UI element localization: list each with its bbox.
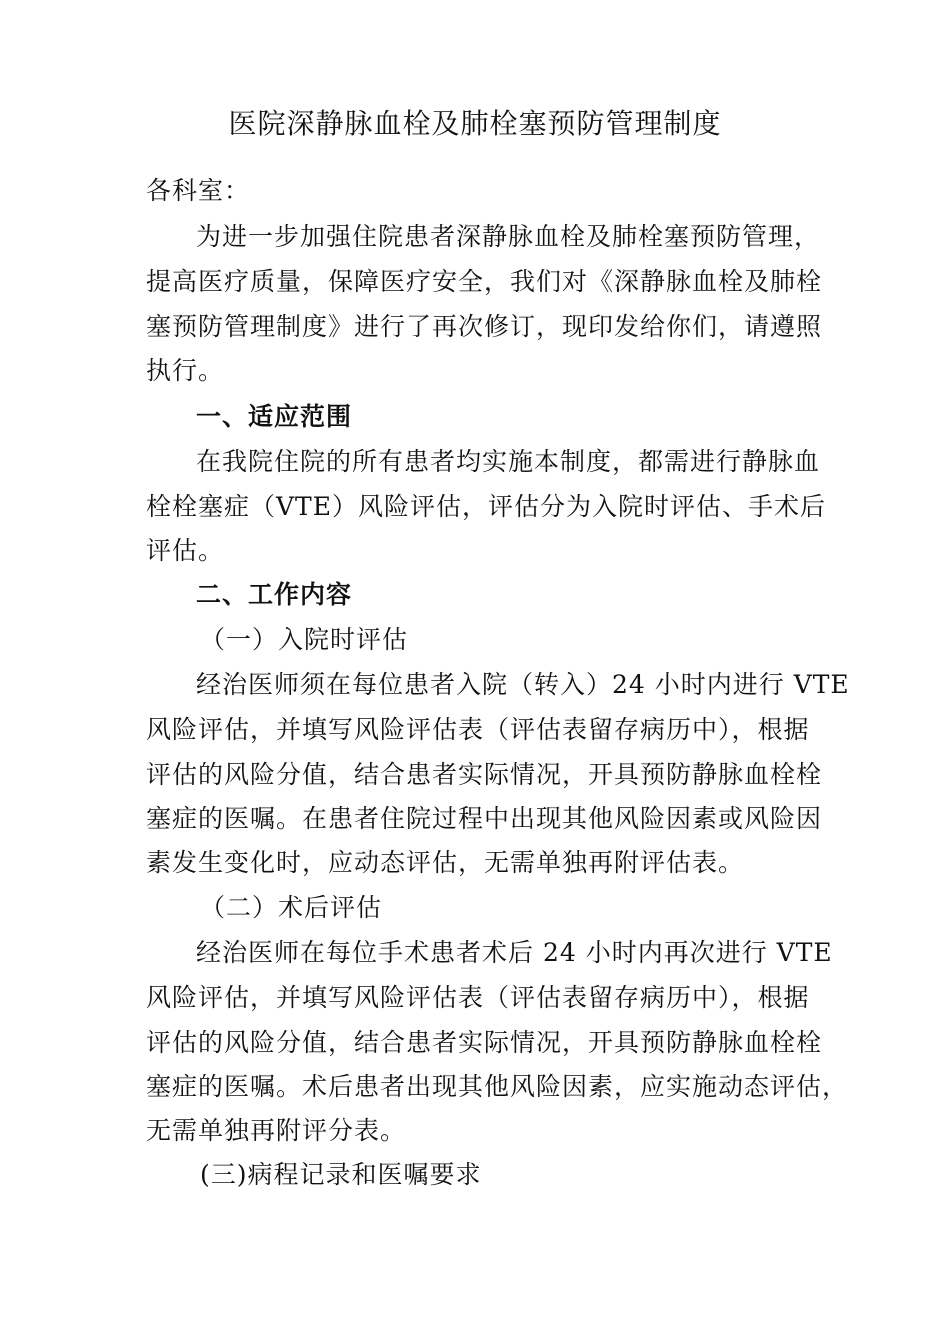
subsection-2-line-3: 评估的风险分值，结合患者实际情况，开具预防静脉血栓栓 (146, 1028, 823, 1057)
subsection-1-line-2: 风险评估，并填写风险评估表（评估表留存病历中），根据 (146, 715, 810, 744)
intro-line-2: 提高医疗质量，保障医疗安全，我们对《深静脉血栓及肺栓 (146, 267, 823, 296)
intro-line-4: 执行。 (146, 356, 225, 385)
section-1-heading: 一、适应范围 (196, 402, 353, 431)
subsection-2-line-2: 风险评估，并填写风险评估表（评估表留存病历中），根据 (146, 983, 810, 1012)
subsection-1-line-5: 素发生变化时，应动态评估，无需单独再附评估表。 (146, 848, 745, 877)
section-1-line-2: 栓栓塞症（VTE）风险评估，评估分为入院时评估、手术后 (146, 492, 826, 521)
subsection-1-line-4: 塞症的医嘱。在患者住院过程中出现其他风险因素或风险因 (146, 804, 823, 833)
subsection-1-line-1: 经治医师须在每位患者入院（转入）24 小时内进行 VTE (196, 670, 850, 699)
subsection-2-line-5: 无需单独再附评分表。 (146, 1116, 407, 1145)
section-2-heading: 二、工作内容 (196, 580, 353, 609)
subsection-2-line-4: 塞症的医嘱。术后患者出现其他风险因素，应实施动态评估， (146, 1072, 849, 1101)
document-title: 医院深静脉血栓及肺栓塞预防管理制度 (228, 107, 722, 140)
intro-line-1: 为进一步加强住院患者深静脉血栓及肺栓塞预防管理， (196, 222, 821, 251)
intro-line-3: 塞预防管理制度》进行了再次修订，现印发给你们，请遵照 (146, 312, 823, 341)
subsection-3-heading: (三)病程记录和医嘱要求 (200, 1160, 482, 1189)
section-1-line-1: 在我院住院的所有患者均实施本制度，都需进行静脉血 (196, 447, 821, 476)
section-1-line-3: 评估。 (146, 536, 225, 565)
salutation: 各科室： (146, 176, 251, 205)
subsection-1-heading: （一）入院时评估 (200, 625, 409, 654)
subsection-1-line-3: 评估的风险分值，结合患者实际情况，开具预防静脉血栓栓 (146, 760, 823, 789)
subsection-2-line-1: 经治医师在每位手术患者术后 24 小时内再次进行 VTE (196, 938, 833, 967)
subsection-2-heading: （二）术后评估 (200, 893, 383, 922)
